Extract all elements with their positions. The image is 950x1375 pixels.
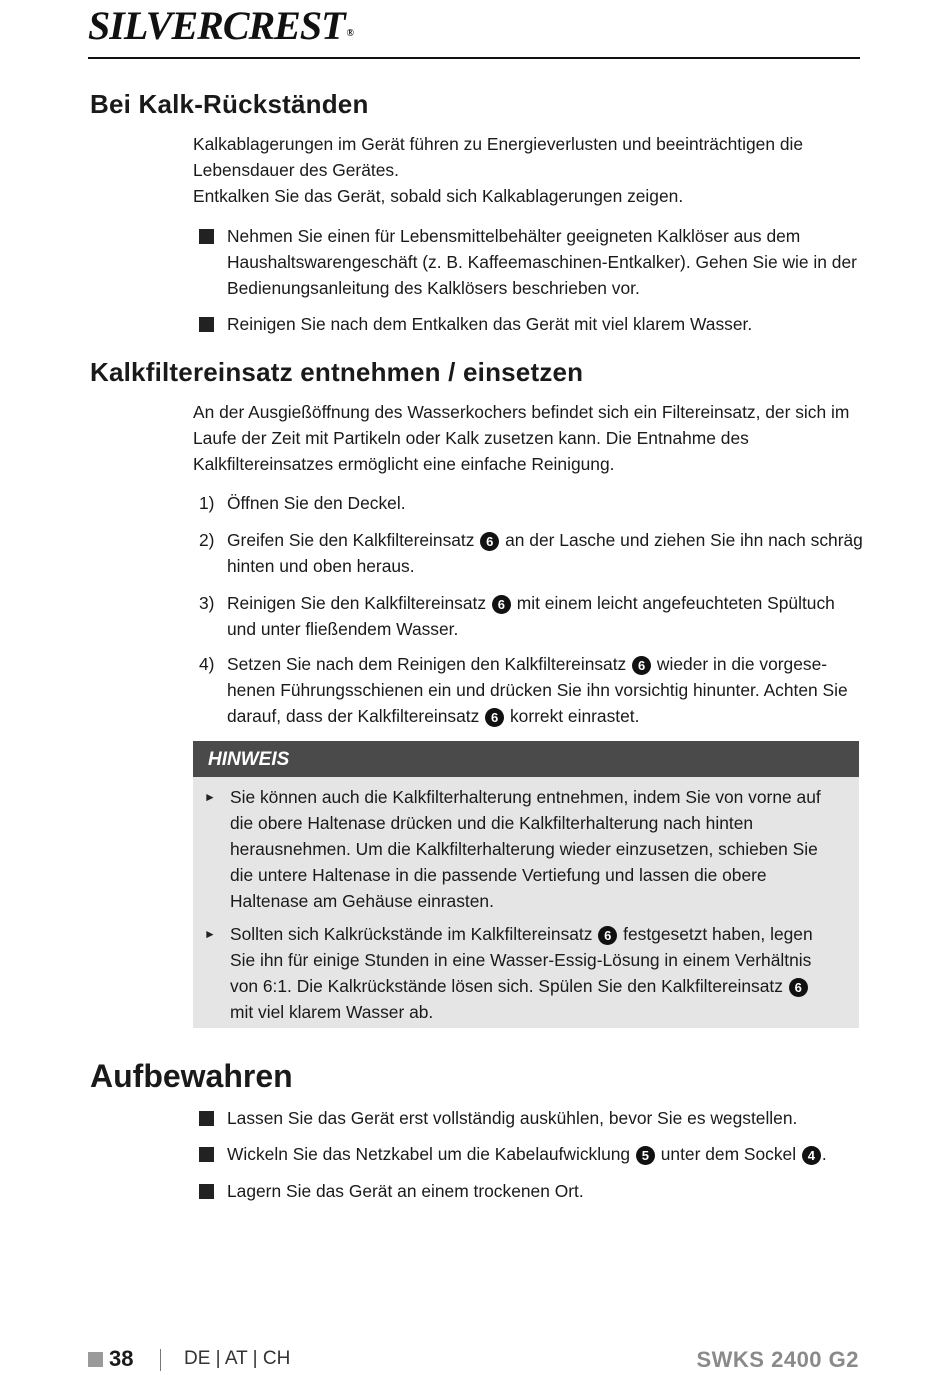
- note-title: HINWEIS: [208, 749, 290, 770]
- filter-intro: An der Ausgießöffnung des Wasserkochers befindet sich ein Filtereinsatz, der sich im Laufe der Zeit mit Partikeln oder Kalk zusetzen kann. Die Entnahme des Kalkfiltereinsatzes ermöglicht eine einfache Reinigung.: [193, 402, 850, 474]
- step-number: 4): [199, 654, 215, 674]
- note-header: [193, 741, 859, 777]
- footer-languages: DE | AT | CH: [184, 1348, 291, 1369]
- filter-step-3: [193, 590, 863, 642]
- part-number-badge: 6: [480, 532, 499, 551]
- step-number: 1): [199, 493, 215, 513]
- bullet-square-icon: [199, 1147, 214, 1162]
- bullet-square-icon: [199, 317, 214, 332]
- heading-storage: Aufbewahren: [90, 1058, 293, 1094]
- heading-filter: Kalkfiltereinsatz entnehmen / einsetzen: [90, 357, 584, 387]
- filter-step-4: [193, 651, 863, 729]
- step-text: Reinigen Sie den Kalkfiltereinsatz 6 mit einem leicht angefeuchteten Spültuch und unter fließendem Wasser.: [227, 593, 835, 639]
- kalk-intro-1: Kalkablagerungen im Gerät führen zu Energieverlusten und beeinträchtigen die Lebensdauer des Gerätes.: [193, 134, 804, 180]
- part-number-badge: 6: [492, 595, 511, 614]
- note-item-2: ► Sollten sich Kalkrückstände im Kalkfiltereinsatz 6 festgesetzt haben, legen Sie ihn für einige Stunden in eine Wasser-Essig-Lösung in einem Verhältnis von 6:1. Die Kalkrückstände lösen sich. Spülen Sie den Kalkfiltereinsatz 6 mit viel klarem Wasser ab.: [193, 921, 833, 1025]
- arrow-right-icon: ►: [204, 790, 216, 804]
- part-number-badge: 6: [598, 926, 617, 945]
- note-item-1: ► Sie können auch die Kalkfilterhalterung entnehmen, indem Sie von vorne auf die obere Haltenase drücken und die Kalkfilterhalterung nach hinten herausnehmen. Um die Kalkfilterhalterung wieder einzusetzen, schieben Sie die untere Haltenase in die passende Vertiefung und lassen die obere Haltenase am Gehäuse einrasten.: [193, 784, 833, 914]
- footer-square-icon: [88, 1352, 103, 1367]
- step-number: 2): [199, 530, 215, 550]
- header-rule: [88, 57, 860, 59]
- footer-model: SWKS 2400 G2: [696, 1347, 859, 1372]
- part-number-badge: 4: [802, 1146, 821, 1165]
- storage-bullet-3: Lagern Sie das Gerät an einem trockenen Ort.: [193, 1178, 863, 1204]
- part-number-badge: 6: [485, 708, 504, 727]
- bullet-square-icon: [199, 1111, 214, 1126]
- part-number-badge: 6: [632, 656, 651, 675]
- bullet-square-icon: [199, 229, 214, 244]
- kalk-intro-2: Entkalken Sie das Gerät, sobald sich Kalkablagerungen zeigen.: [193, 186, 684, 206]
- step-text: Öffnen Sie den Deckel.: [227, 493, 406, 513]
- heading-kalk: Bei Kalk-Rückständen: [90, 89, 369, 119]
- arrow-right-icon: ►: [204, 927, 216, 941]
- brand-logo: [88, 4, 353, 48]
- step-text: Greifen Sie den Kalkfiltereinsatz 6 an der Lasche und ziehen Sie ihn nach schräg hinten und oben heraus.: [227, 530, 863, 576]
- step-text: Setzen Sie nach dem Reinigen den Kalkfiltereinsatz 6 wieder in die vorgesehenen Führungsschienen ein und drücken Sie ihn vorsichtig hinunter. Achten Sie darauf, dass der Kalkfiltereinsatz 6 korrekt einrastet.: [227, 654, 848, 726]
- part-number-badge: 6: [789, 978, 808, 997]
- registered-mark: ®: [346, 28, 354, 39]
- step-number: 3): [199, 593, 215, 613]
- storage-bullet-1: Lassen Sie das Gerät erst vollständig auskühlen, bevor Sie es wegstellen.: [193, 1105, 863, 1131]
- logo-silver: SILVER: [88, 3, 223, 48]
- filter-step-1: [193, 490, 863, 516]
- kalk-bullet-1: Nehmen Sie einen für Lebensmittelbehälter geeigneten Kalklöser aus dem Haushaltswarengeschäft (z. B. Kaffeemaschinen-Entkalker). Gehen Sie wie in der Bedienungsanleitung des Kalklösers beschrieben vor.: [193, 223, 863, 301]
- kalk-bullet-2: Reinigen Sie nach dem Entkalken das Gerät mit viel klarem Wasser.: [193, 311, 863, 337]
- bullet-square-icon: [199, 1184, 214, 1199]
- note-box: [193, 741, 859, 1028]
- logo-crest: CREST: [222, 3, 345, 48]
- filter-step-2: [193, 527, 863, 579]
- page-number: 38: [109, 1346, 134, 1371]
- storage-bullet-2: Wickeln Sie das Netzkabel um die Kabelaufwicklung 5 unter dem Sockel 4 .: [193, 1141, 863, 1167]
- part-number-badge: 5: [636, 1146, 655, 1165]
- footer-divider: [160, 1349, 161, 1371]
